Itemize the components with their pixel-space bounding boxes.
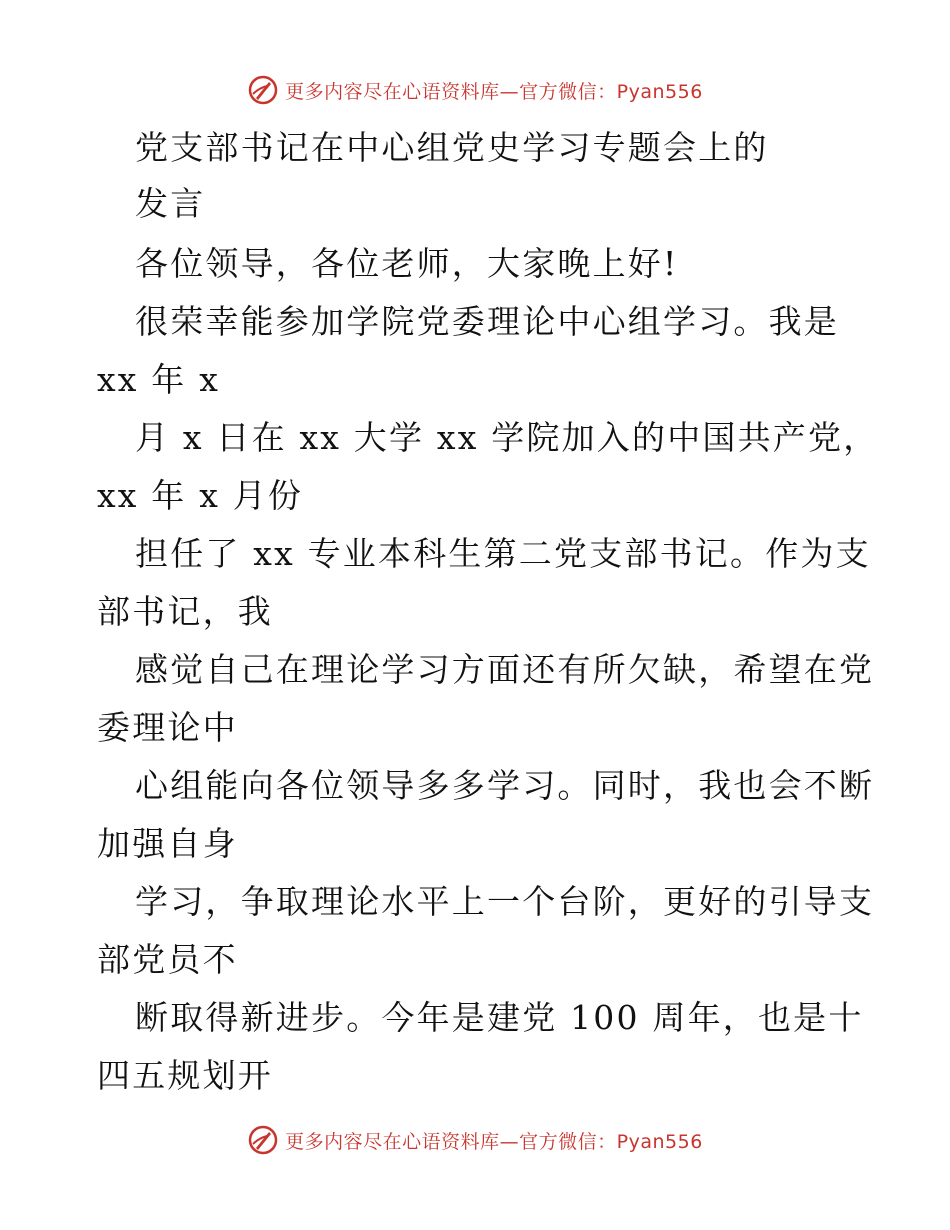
body-line: 断取得新进步。今年是建党 100 周年，也是十 — [135, 998, 864, 1037]
body-line: 心组能向各位领导多多学习。同时，我也会不断 — [135, 766, 875, 805]
body-line: 各位领导，各位老师，大家晚上好! — [135, 244, 679, 283]
body-line: 学习，争取理论水平上一个台阶，更好的引导支 — [135, 882, 875, 921]
body-line: 四五规划开 — [97, 1056, 273, 1095]
body-line: 担任了 xx 专业本科生第二党支部书记。作为支 — [135, 534, 871, 573]
body-line: xx 年 x 月份 — [97, 476, 304, 515]
body-line: 部党员不 — [97, 940, 238, 979]
banner-text: 更多内容尽在心语资料库—官方微信：Pyan556 — [285, 80, 703, 103]
document-title-line-1: 党支部书记在中心组党史学习专题会上的 — [135, 128, 769, 167]
quill-logo-icon — [247, 1124, 279, 1156]
body-line: 加强自身 — [97, 824, 238, 863]
body-line: 月 x 日在 xx 大学 xx 学院加入的中国共产党， — [135, 418, 879, 457]
body-line: 很荣幸能参加学院党委理论中心组学习。我是 — [135, 302, 839, 341]
header-watermark-banner — [0, 70, 950, 110]
banner-text: 更多内容尽在心语资料库—官方微信：Pyan556 — [285, 1130, 703, 1153]
body-line: 感觉自己在理论学习方面还有所欠缺，希望在党 — [135, 650, 875, 689]
body-line: 委理论中 — [97, 708, 238, 747]
quill-logo-icon — [247, 74, 279, 106]
document-title-line-2: 发言 — [135, 184, 206, 223]
body-line: 部书记，我 — [97, 592, 273, 631]
body-line: xx 年 x — [97, 360, 221, 399]
footer-watermark-banner — [0, 1120, 950, 1160]
